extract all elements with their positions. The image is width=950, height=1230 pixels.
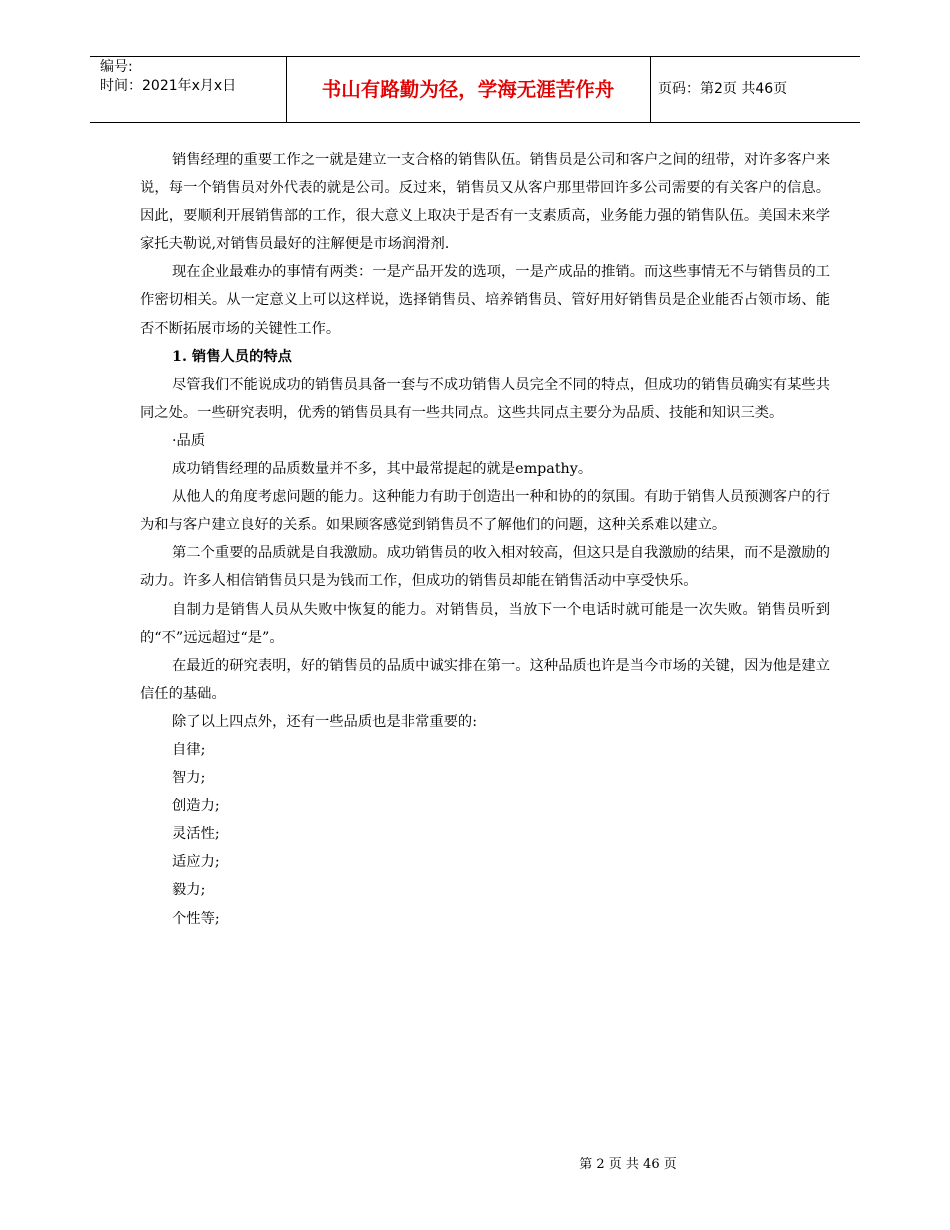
header-page-info: 页码：第2页 共46页	[658, 81, 788, 97]
paragraph-other-qualities-intro: 除了以上四点外，还有一些品质也是非常重要的:	[172, 713, 478, 730]
paragraph-self-control: 自制力是销售人员从失败中恢复的能力。对销售员，当放下一个电话时就可能是一次失败。销售员听到的“不”远远超过“是”。	[140, 601, 830, 646]
section-heading-salesperson-traits: 1. 销售人员的特点	[172, 348, 292, 365]
paragraph-common-traits: 尽管我们不能说成功的销售员具备一套与不成功销售人员完全不同的特点，但成功的销售员确实有某些共同之处。一些研究表明，优秀的销售员具有一些共同点。这些共同点主要分为品质、技能和知识三类。	[140, 376, 830, 421]
quality-list-item: 灵活性;	[172, 826, 220, 843]
paragraph-honesty: 在最近的研究表明，好的销售员的品质中诚实排在第一。这种品质也许是当今市场的关键，因为他是建立信任的基础。	[140, 657, 830, 702]
quality-list-item: 创造力;	[172, 798, 220, 815]
quality-list-item: 智力;	[172, 770, 206, 787]
paragraph-empathy-detail: 从他人的角度考虑问题的能力。这种能力有助于创造出一种和协的的氛围。有助于销售人员预测客户的行为和与客户建立良好的关系。如果顾客感觉到销售员不了解他们的问题，这种关系难以建立。	[140, 489, 830, 534]
header-meta	[100, 58, 280, 96]
subheading-qualities: ·品质	[172, 432, 206, 449]
quality-list-item: 适应力;	[172, 854, 220, 871]
document-body	[140, 146, 830, 933]
quality-list-item: 自律;	[172, 741, 206, 758]
paragraph-enterprise-difficulties: 现在企业最难办的事情有两类：一是产品开发的选项，一是产成品的推销。而这些事情无不与销售员的工作密切相关。从一定意义上可以这样说，选择销售员、培养销售员、管好用好销售员是企业能否占领市场、能否不断拓展市场的关键性工作。	[140, 264, 830, 337]
quality-list-item: 毅力;	[172, 882, 206, 899]
document-number-label: 编号:	[100, 59, 133, 75]
document-time-label: 时间：2021年x月x日	[100, 78, 237, 94]
header-top-rule	[90, 56, 860, 57]
header-bottom-rule	[90, 122, 860, 123]
paragraph-intro: 销售经理的重要工作之一就是建立一支合格的销售队伍。销售员是公司和客户之间的纽带，对许多客户来说，每一个销售员对外代表的就是公司。反过来，销售员又从客户那里带回许多公司需要的有关客户的信息。因此，要顺利开展销售部的工作，很大意义上取决于是否有一支素质高，业务能力强的销售队伍。美国未来学家托夫勒说,对销售员最好的注解便是市场润滑剂.	[140, 152, 830, 253]
paragraph-empathy: 成功销售经理的品质数量并不多，其中最常提起的就是empathy。	[172, 461, 593, 478]
paragraph-self-motivation: 第二个重要的品质就是自我激励。成功销售员的收入相对较高，但这只是自我激励的结果，而不是激励的动力。许多人相信销售员只是为钱而工作，但成功的销售员却能在销售活动中享受快乐。	[140, 545, 830, 590]
quality-list-item: 个性等;	[172, 910, 220, 927]
header-divider-right	[650, 56, 651, 122]
header-motto: 书山有路勤为径，学海无涯苦作舟	[321, 78, 615, 101]
page-footer: 第 2 页 共 46 页	[579, 1157, 677, 1172]
